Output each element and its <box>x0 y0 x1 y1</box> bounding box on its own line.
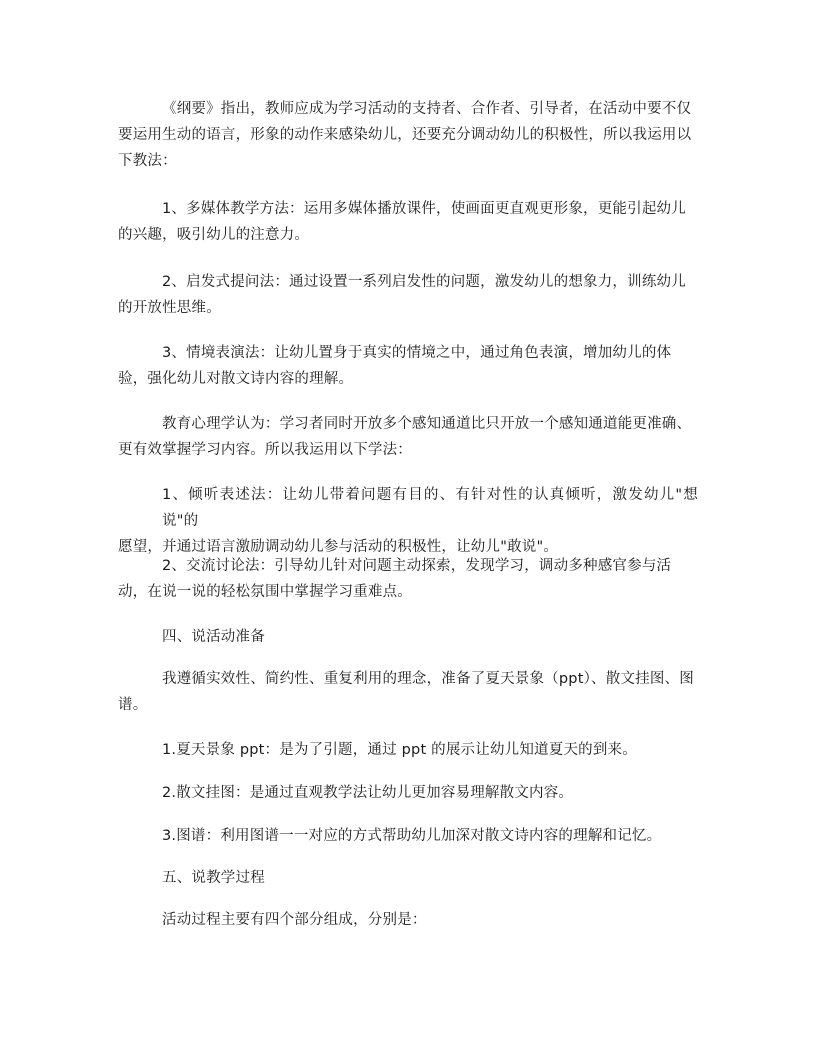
text-line: 五、说教学过程 <box>162 870 265 886</box>
text-line: 我遵循实效性、简约性、重复利用的理念，准备了夏天景象（ppt）、散文挂图、图 <box>162 671 694 687</box>
text-line: 愿望，并通过语言激励调动幼儿参与活动的积极性，让幼儿"敢说"。 <box>118 539 559 555</box>
paragraph-teaching-methods-intro <box>118 96 698 174</box>
section-heading-activity-preparation <box>118 624 698 650</box>
text-line: 2、交流讨论法：引导幼儿针对问题主动探索，发现学习，调动多种感官参与活 <box>162 558 672 574</box>
paragraph-preparation-intro <box>118 666 698 718</box>
text-line: 3.图谱：利用图谱一一对应的方式帮助幼儿加深对散文诗内容的理解和记忆。 <box>162 828 662 844</box>
paragraph-method-roleplay <box>118 340 698 392</box>
text-line: 活动过程主要有四个部分组成，分别是： <box>162 912 427 928</box>
text-line: 下教法： <box>118 153 177 169</box>
text-line: 的开放性思维。 <box>118 300 221 316</box>
text-line: 教育心理学认为：学习者同时开放多个感知通道比只开放一个感知通道能更准确、 <box>162 416 692 432</box>
paragraph-process-intro <box>118 907 698 933</box>
text-line: 验，强化幼儿对散文诗内容的理解。 <box>118 371 354 387</box>
text-line: 四、说活动准备 <box>162 629 265 645</box>
text-line: 2.散文挂图：是通过直观教学法让幼儿更加容易理解散文内容。 <box>162 785 574 801</box>
paragraph-prep-diagram <box>118 823 698 849</box>
text-line: 更有效掌握学习内容。所以我运用以下学法： <box>118 442 412 458</box>
text-line: 3、情境表演法：让幼儿置身于真实的情境之中，通过角色表演，增加幼儿的体 <box>162 345 672 361</box>
text-line: 1.夏天景象 ppt：是为了引题，通过 ppt 的展示让幼儿知道夏天的到来。 <box>162 742 637 758</box>
section-heading-teaching-process <box>118 865 698 891</box>
paragraph-learning-methods-intro <box>118 411 698 463</box>
text-line: 动，在说一说的轻松氛围中掌握学习重难点。 <box>118 584 412 600</box>
paragraph-prep-wallchart <box>118 780 698 806</box>
text-line: 要运用生动的语言，形象的动作来感染幼儿，还要充分调动幼儿的积极性，所以我运用以 <box>118 127 692 143</box>
paragraph-method-listening <box>118 482 698 560</box>
text-line: 谱。 <box>118 697 148 713</box>
paragraph-prep-ppt <box>118 737 698 763</box>
text-line: 2、启发式提问法：通过设置一系列启发性的问题，激发幼儿的想象力，训练幼儿 <box>162 274 686 290</box>
text-line: 1、多媒体教学方法：运用多媒体播放课件，使画面更直观更形象，更能引起幼儿 <box>162 201 686 217</box>
text-line: 的兴趣，吸引幼儿的注意力。 <box>118 227 310 243</box>
text-line: 1、倾听表述法：让幼儿带着问题有目的、有针对性的认真倾听，激发幼儿"想说"的 <box>162 487 698 529</box>
text-line: 《纲要》指出，教师应成为学习活动的支持者、合作者、引导者，在活动中要不仅 <box>162 101 692 117</box>
paragraph-method-discussion <box>118 553 698 605</box>
paragraph-method-multimedia <box>118 196 698 248</box>
paragraph-method-questioning <box>118 269 698 321</box>
